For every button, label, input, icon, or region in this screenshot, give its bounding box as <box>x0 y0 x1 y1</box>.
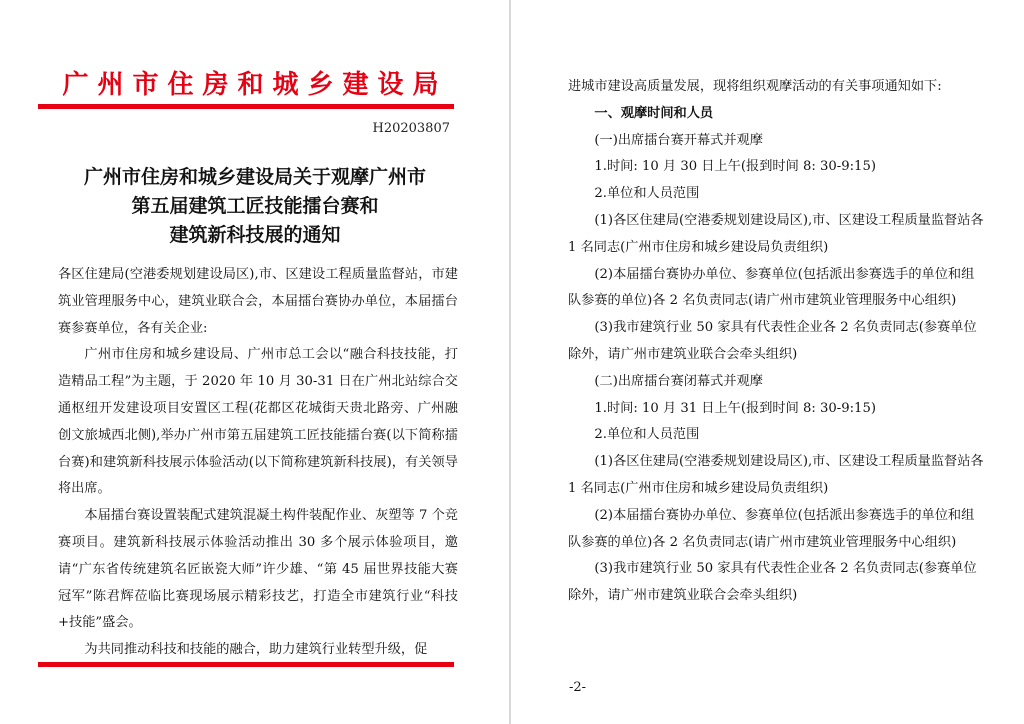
paragraph: 广州市住房和城乡建设局、广州市总工会以“融合科技技能，打造精品工程”为主题，于 2020 年 10 月 30-31 日在广州北站综合交通枢纽开发建设项目安置区工程(花都区花城街天贵北路旁、广州融创文旅城西北侧),举办广州市第五届建筑工匠技能擂台赛(以下简称擂台赛)和建筑新科技展示体验活动(以下简称建筑新科技展)，有关领导将出席。 <box>58 347 458 497</box>
right-page <box>511 0 1024 724</box>
list-item: (1)各区住建局(空港委规划建设局区),市、区建设工程质量监督站各 1 名同志(广州市住房和城乡建设局负责组织) <box>568 454 984 496</box>
title-line: 建筑新科技展的通知 <box>169 224 341 246</box>
list-item: 2.单位和人员范围 <box>594 186 700 202</box>
list-item: 2.单位和人员范围 <box>594 427 700 443</box>
right-body-text <box>568 74 984 610</box>
list-item: (2)本届擂台赛协办单位、参赛单位(包括派出参赛选手的单位和组队参赛的单位)各 2 名负责同志(请广州市建筑业管理服务中心组织) <box>568 507 975 550</box>
list-item: 1.时间: 10 月 31 日上午(报到时间 8: 30-9:15) <box>594 400 876 416</box>
list-item: (一)出席擂台赛开幕式并观摩 <box>594 132 763 148</box>
list-item: (二)出席擂台赛闭幕式并观摩 <box>594 373 763 389</box>
title-line: 广州市住房和城乡建设局关于观摩广州市 <box>83 166 426 188</box>
doc-number: H20203807 <box>372 121 450 136</box>
paragraph: 本届擂台赛设置装配式建筑混凝土构件装配作业、灰塑等 7 个竞赛项目。建筑新科技展示体验活动推出 30 多个展示体验项目，邀请“广东省传统建筑名匠嵌瓷大师”许少雄、“第 45 届世界技能大赛冠军”陈君辉莅临比赛现场展示精彩技艺，打造全市建筑行业“科技+技能”盛会。 <box>58 508 458 631</box>
list-item: (1)各区住建局(空港委规划建设局区),市、区建设工程质量监督站各 1 名同志(广州市住房和城乡建设局负责组织) <box>568 212 984 255</box>
addressee: 各区住建局(空港委规划建设局区),市、区建设工程质量监督站，市建筑业管理服务中心，建筑业联合会，本届擂台赛协办单位，本届擂台赛参赛单位，各有关企业: <box>58 267 458 336</box>
list-item: (3)我市建筑行业 50 家具有代表性企业各 2 名负责同志(参赛单位除外，请广州市建筑业联合会牵头组织) <box>568 320 977 362</box>
body-text <box>58 262 458 664</box>
list-item: 进城市建设高质量发展，现将组织观摩活动的有关事项通知如下: <box>568 79 942 94</box>
left-page <box>0 0 510 724</box>
title-line: 第五届建筑工匠技能擂台赛和 <box>131 195 379 217</box>
document-title <box>0 163 510 250</box>
list-item: (3)我市建筑行业 50 家具有代表性企业各 2 名负责同志(参赛单位除外，请广州市建筑业联合会牵头组织) <box>568 561 977 604</box>
red-rule-bottom <box>38 662 454 667</box>
list-item: 1.时间: 10 月 30 日上午(报到时间 8: 30-9:15) <box>594 159 876 175</box>
list-item: (2)本届擂台赛协办单位、参赛单位(包括派出参赛选手的单位和组队参赛的单位)各 2 名负责同志(请广州市建筑业管理服务中心组织) <box>568 266 975 309</box>
page-number: -2- <box>569 680 587 695</box>
section-heading: 一、观摩时间和人员 <box>594 105 714 121</box>
red-rule-top <box>38 104 454 109</box>
org-title: 广州市住房和城乡建设局 <box>62 70 448 100</box>
paragraph: 为共同推动科技和技能的融合，助力建筑行业转型升级，促 <box>84 642 428 658</box>
